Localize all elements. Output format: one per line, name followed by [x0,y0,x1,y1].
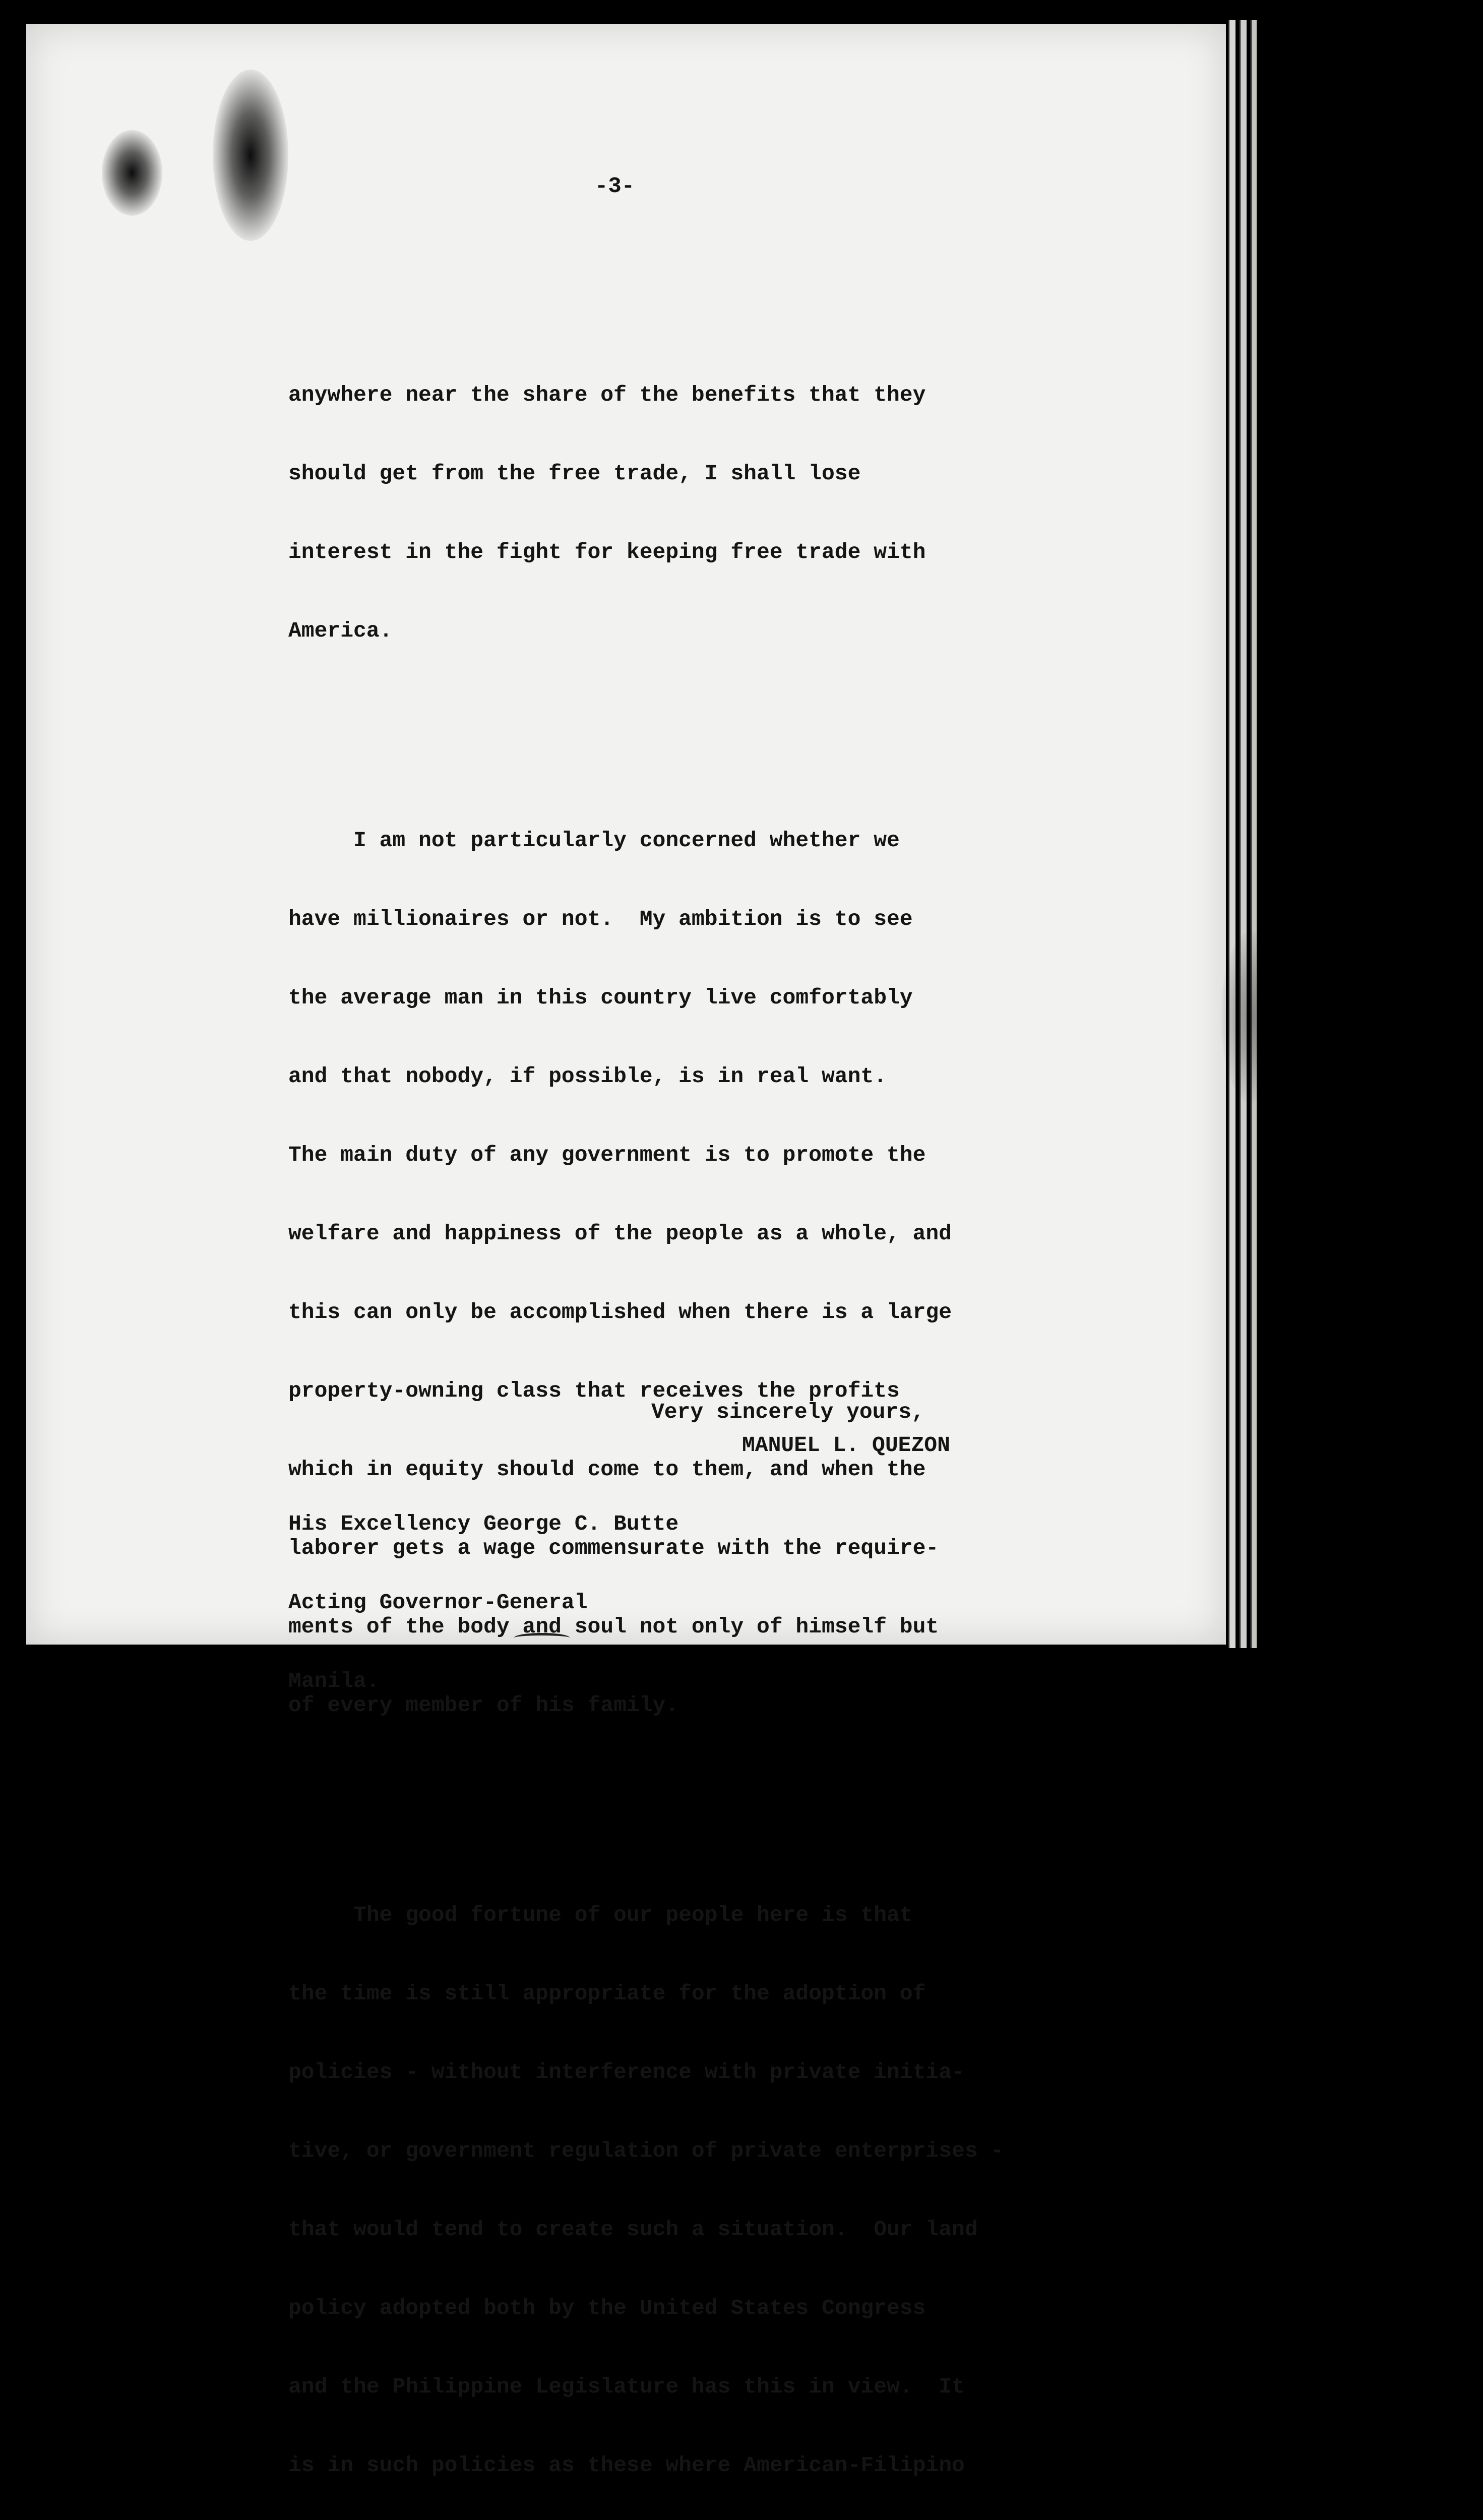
text-line: that would tend to create such a situation. Our land [288,2217,978,2242]
recipient-address [288,1459,678,1747]
ink-smudge [213,70,288,241]
text-line: The good fortune of our people here is that [288,1903,913,1927]
text-line: of every member of his family. [288,1693,679,1718]
text-line: have millionaires or not. My ambition is to see [288,907,913,931]
text-line: laborer gets a wage commensurate with the require- [288,1536,939,1560]
text-line: tive, or government regulation of private enterprises - [288,2138,1004,2163]
ink-smudge [102,130,162,216]
text-line: anywhere near the share of the benefits that they [288,383,926,407]
paragraph-3 [288,1850,1120,2520]
text-line: The main duty of any government is to promote the [288,1143,926,1167]
text-line: which in equity should come to them, and when the [288,1457,926,1482]
text-line: policy adopted both by the United States Congress [288,2296,926,2320]
text-line: the time is still appropriate for the adoption of [288,1981,926,2006]
text-line: policies - without interference with private initia- [288,2060,965,2085]
text-line: America. [288,618,393,643]
text-line: property-owning class that receives the profits [288,1378,900,1403]
text-line: welfare and happiness of the people as a whole, and [288,1221,952,1246]
text-line: and that nobody, if possible, is in real want. [288,1064,887,1089]
text-line: interest in the fight for keeping free trade with [288,540,926,564]
paragraph-1 [288,330,1120,697]
text-line: should get from the free trade, I shall lose [288,461,861,486]
recipient-line: His Excellency George C. Butte [288,1511,679,1536]
paper-fold-mark [514,1633,570,1643]
text-line: this can only be accomplished when there is a large [288,1300,952,1325]
text-line: ments of the body and soul not only of himself but [288,1614,939,1639]
recipient-line: Manila. [288,1669,380,1693]
page-number: -3- [595,174,635,199]
closing-text: Very sincerely yours, [651,1400,924,1424]
text-line: is in such policies as these where American-Filipino [288,2453,965,2478]
text-line: and the Philippine Legislature has this in view. It [288,2374,965,2399]
recipient-line: Acting Governor-General [288,1590,588,1615]
text-line: the average man in this country live comfortably [288,985,913,1010]
letter-body [288,277,1120,2520]
signature: MANUEL L. QUEZON [742,1433,950,1458]
ink-smudge [1221,931,1281,1103]
text-line: I am not particularly concerned whether we [288,828,900,853]
